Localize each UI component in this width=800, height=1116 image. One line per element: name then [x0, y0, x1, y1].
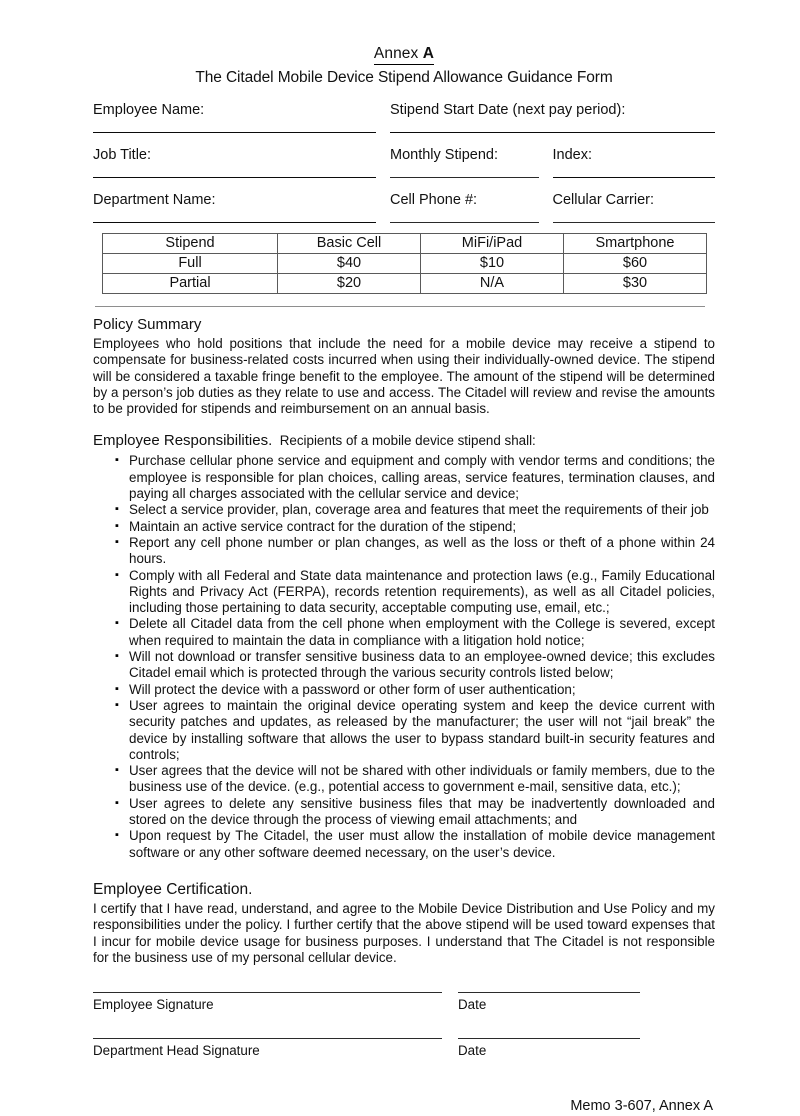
field-row-2 [93, 146, 715, 178]
field-line-employee-name[interactable] [93, 132, 376, 133]
responsibilities-heading-trail [272, 433, 279, 448]
page-footer: Memo 3-607, Annex A [570, 1098, 713, 1115]
field-line-job-title[interactable] [93, 177, 376, 178]
policy-summary-body: Employees who hold positions that include the need for a mobile device may receive a stipend to compensate for business-related costs incurred when using their individually-owned device. The stipend will be considered a taxable fringe benefit to the employee. The amount of the stipend will be determined by a person’s job duties as they relate to use and access. The Citadel will review and revise the amounts to be provided for stipends and reimbursement on an annual basis. [93, 336, 715, 417]
field-line-cellular-carrier[interactable] [553, 222, 716, 223]
field-job-title[interactable] [93, 146, 390, 178]
table-cell: Full [103, 254, 278, 274]
list-item: ▪ Upon request by The Citadel, the user must allow the installation of mobile device management software or any other software deemed necessary, on the user’s device. [115, 828, 715, 861]
employee-signature-label: Employee Signature [93, 997, 214, 1013]
certification-heading: Employee Certification. [93, 880, 253, 898]
employee-signature-line[interactable] [93, 992, 442, 993]
certification-body: I certify that I have read, understand, and agree to the Mobile Device Distribution and Use Policy and my responsibilities under the policy. I further certify that the above stipend will be used toward expenses that I incur for mobile device usage for business purposes. I understand that The Citadel is not responsible for the business use of my personal cellular device. [93, 900, 715, 965]
department-head-signature-label: Department Head Signature [93, 1043, 260, 1059]
table-cell: $60 [564, 254, 707, 274]
field-group-stipend-index [390, 146, 715, 178]
list-item: ▪ Purchase cellular phone service and equipment and comply with vendor terms and conditions; the employee is responsible for plan choices, calling areas, service features, termination clauses, and paying all charges associated with the cellular service and device; [115, 453, 715, 502]
field-monthly-stipend[interactable] [390, 146, 553, 178]
field-label-job-title: Job Title: [93, 147, 152, 163]
table-cell: N/A [421, 274, 564, 294]
field-label-stipend-start-date: Stipend Start Date (next pay period): [390, 102, 626, 118]
spacer [93, 1014, 715, 1038]
field-line-department-name[interactable] [93, 222, 376, 223]
table-cell: $40 [278, 254, 421, 274]
department-head-date-line[interactable] [458, 1038, 640, 1039]
field-label-cell-phone: Cell Phone #: [390, 192, 478, 208]
department-head-signature-line[interactable] [93, 1038, 442, 1039]
field-row-3 [93, 191, 715, 223]
list-item: ▪ Will protect the device with a password or other form of user authentication; [115, 682, 715, 698]
annex-title-lead: Annex [373, 45, 423, 62]
field-label-employee-name: Employee Name: [93, 102, 205, 118]
field-department-name[interactable] [93, 191, 390, 223]
table-header-row [103, 234, 707, 254]
list-item: ▪ Will not download or transfer sensitive business data to an employee-owned device; this excludes Citadel email which is protected through the various security controls listed below; [115, 649, 715, 682]
form-title: The Citadel Mobile Device Stipend Allowance Guidance Form [195, 69, 613, 86]
employee-date-label: Date [458, 997, 487, 1013]
table-cell: $30 [564, 274, 707, 294]
annex-title-letter: A [422, 45, 435, 62]
section-divider [95, 306, 705, 307]
table-header-cell: Stipend [103, 234, 278, 254]
field-cell-phone[interactable] [390, 191, 553, 223]
policy-summary-heading: Policy Summary [93, 316, 202, 333]
responsibilities-heading-subtitle: Recipients of a mobile device stipend shall: [279, 433, 536, 449]
table-cell: $10 [421, 254, 564, 274]
field-index[interactable] [553, 146, 716, 178]
field-row-1 [93, 101, 715, 133]
list-item: ▪ User agrees to delete any sensitive business files that may be inadvertently downloaded and stored on the device through the process of viewing email attachments; and [115, 796, 715, 829]
list-item: ▪ Comply with all Federal and State data maintenance and protection laws (e.g., Family Educational Rights and Privacy Act (FERPA), records retention requirements), as well as all Citadel policies, including those pertaining to data security, acceptable computing use, email, etc.; [115, 568, 715, 617]
document-header [93, 44, 715, 89]
field-group-phone-carrier [390, 191, 715, 223]
field-line-stipend-start-date[interactable] [390, 132, 715, 133]
employee-date-line[interactable] [458, 992, 640, 993]
table-header-cell: Basic Cell [278, 234, 421, 254]
table-header-cell: Smartphone [564, 234, 707, 254]
responsibilities-heading [93, 431, 715, 451]
field-line-monthly-stipend[interactable] [390, 177, 539, 178]
table-header-cell: MiFi/iPad [421, 234, 564, 254]
field-label-index: Index: [552, 147, 592, 163]
field-cellular-carrier[interactable] [553, 191, 716, 223]
responsibilities-list [93, 453, 715, 860]
stipend-rate-table [102, 233, 707, 294]
table-row [103, 254, 707, 274]
list-item: ▪ Select a service provider, plan, coverage area and features that meet the requirements of their job [115, 502, 715, 518]
list-item: ▪ User agrees that the device will not be shared with other individuals or family members, due to the business use of the device. (e.g., potential access to government e-mail, sensitive data, etc.); [115, 763, 715, 796]
annex-title [374, 44, 434, 65]
signature-caption-row-dept-head [93, 1042, 715, 1060]
field-label-monthly-stipend: Monthly Stipend: [390, 147, 499, 163]
table-cell: $20 [278, 274, 421, 294]
responsibilities-heading-lead: Employee Responsibilities. [93, 432, 273, 450]
signature-caption-row-employee [93, 996, 715, 1014]
spacer [93, 133, 715, 146]
field-line-cell-phone[interactable] [390, 222, 539, 223]
signature-line-row-employee [93, 992, 715, 993]
department-head-date-label: Date [458, 1043, 487, 1059]
list-item: ▪ Delete all Citadel data from the cell phone when employment with the College is severed, except when required to maintain the data in compliance with a litigation hold notice; [115, 616, 715, 649]
list-item: ▪ Report any cell phone number or plan changes, as well as the loss or theft of a phone within 24 hours. [115, 535, 715, 568]
field-line-index[interactable] [553, 177, 716, 178]
table-row [103, 274, 707, 294]
field-label-cellular-carrier: Cellular Carrier: [552, 192, 655, 208]
field-stipend-start-date[interactable] [390, 101, 715, 133]
list-item: ▪ Maintain an active service contract for the duration of the stipend; [115, 519, 715, 535]
list-item: ▪ User agrees to maintain the original device operating system and keep the device current with security patches and updates, as released by the manufacturer; the user will not “jail break” the device by installing software that allows the user to bypass standard built-in security features and controls; [115, 698, 715, 763]
field-employee-name[interactable] [93, 101, 390, 133]
field-label-department-name: Department Name: [93, 192, 216, 208]
table-cell: Partial [103, 274, 278, 294]
signature-line-row-dept-head [93, 1038, 715, 1039]
signature-block [93, 992, 715, 1060]
spacer [93, 178, 715, 191]
form-fields-section [93, 101, 715, 223]
